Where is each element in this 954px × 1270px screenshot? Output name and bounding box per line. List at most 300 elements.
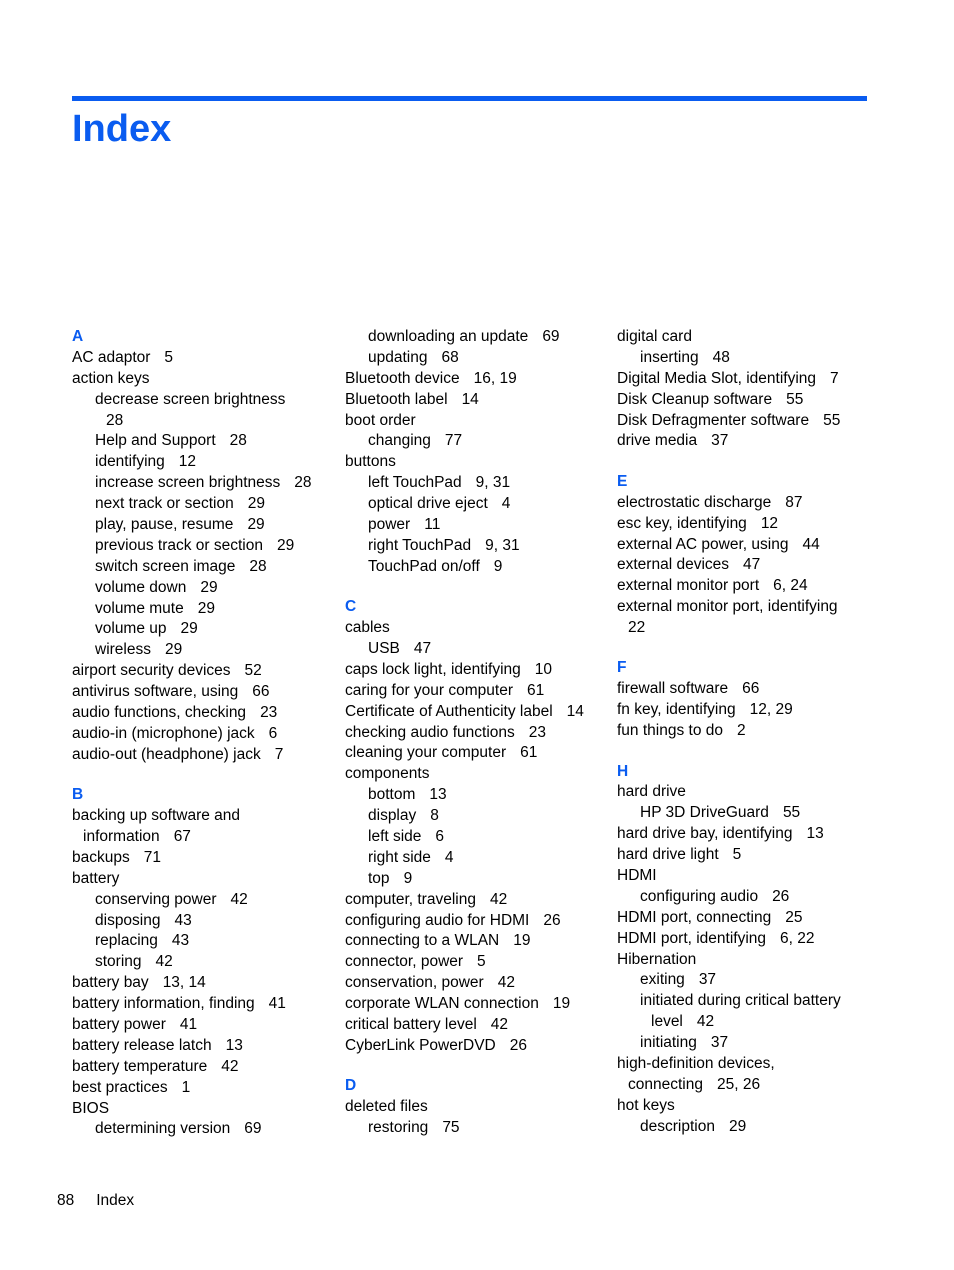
entry-page-ref: 12, 29 [749,701,793,719]
index-entry [345,681,610,702]
entry-page-ref: 61 [520,744,538,762]
index-entry [345,1036,610,1057]
entry-page-ref: 5 [164,348,174,366]
index-entry [345,723,610,744]
section-letter: D [345,1077,357,1095]
section-letter: H [617,762,629,780]
index-entry [345,1097,610,1118]
index-entry [72,557,337,578]
index-entry [617,1096,882,1117]
index-entry [345,452,610,473]
entry-term: backups [72,848,130,866]
entry-page-ref: 66 [742,680,760,698]
entry-term: HDMI port, identifying [617,929,767,947]
entry-page-ref: 43 [174,911,192,929]
index-entry [617,348,882,369]
entry-term: initiating [640,1034,697,1052]
index-entry [617,535,882,556]
entry-page-ref: 44 [802,535,820,553]
section-spacer [617,639,882,659]
entry-term: electrostatic discharge [617,493,772,511]
entry-page-ref: 9, 31 [475,474,511,492]
entry-page-ref: 42 [221,1057,239,1075]
entry-term: power [368,516,411,534]
entry-page-ref: 55 [823,411,841,429]
index-entry [345,1118,610,1139]
entry-term: BIOS [72,1099,110,1117]
index-entry [617,679,882,700]
entry-term: external devices [617,556,730,574]
entry-term: hard drive light [617,846,719,864]
entry-term: antivirus software, using [72,683,239,701]
entry-term: right side [368,848,431,866]
entry-term: hard drive [617,783,686,801]
entry-page-ref: 26 [543,911,561,929]
index-entry [72,911,337,932]
index-entry [72,1057,337,1078]
page-title: Index [72,108,172,150]
index-entry [617,824,882,845]
entry-page-ref: 26 [509,1036,527,1054]
index-entry [72,1078,337,1099]
entry-page-ref: 13, 14 [162,974,206,992]
index-entry [345,431,610,452]
entry-term: hard drive bay, identifying [617,825,793,843]
entry-term: computer, traveling [345,890,476,908]
entry-term: Disk Defragmenter software [617,411,810,429]
entry-page-ref: 29 [197,599,215,617]
entry-page-ref: 14 [461,390,479,408]
index-entry [72,973,337,994]
index-entry [72,661,337,682]
index-entry [72,1015,337,1036]
entry-term: firewall software [617,680,729,698]
index-entry [617,991,882,1012]
entry-term: external AC power, using [617,535,789,553]
entry-term: digital card [617,328,692,345]
index-entry [617,1012,882,1033]
index-entry [72,411,337,432]
section-letter: B [72,786,84,804]
entry-term: HDMI [617,866,657,884]
index-entry [345,994,610,1015]
index-entry [72,827,337,848]
entry-term: USB [368,639,400,657]
entry-term: left side [368,827,422,845]
entry-term: HDMI port, connecting [617,908,772,926]
index-entry [345,973,610,994]
index-entry [72,931,337,952]
index-entry [72,599,337,620]
entry-page-ref: 23 [260,704,278,722]
entry-page-ref: 22 [628,619,646,637]
entry-term: connecting to a WLAN [345,932,500,950]
entry-term: caring for your computer [345,681,513,699]
index-entry [617,1033,882,1054]
index-entry [617,431,882,452]
entry-page-ref: 12 [178,453,197,471]
entry-page-ref: 6 [435,827,445,845]
entry-term: fun things to do [617,722,723,740]
entry-term: Disk Cleanup software [617,390,773,408]
entry-term: conservation, power [345,974,484,992]
entry-page-ref: 52 [244,662,262,680]
entry-page-ref: 41 [179,1016,198,1033]
index-entry [72,452,337,473]
entry-page-ref: 71 [143,848,161,866]
index-entry [345,536,610,557]
entry-term: right TouchPad [368,536,472,554]
entry-term: high-definition devices, [617,1055,775,1072]
index-entry [72,1119,337,1140]
entry-term: play, pause, resume [95,516,234,534]
index-entry [345,660,610,681]
entry-page-ref: 37 [698,971,717,989]
entry-term: display [368,807,417,825]
entry-page-ref: 67 [173,827,191,845]
entry-term: inserting [640,348,699,366]
index-entry [72,869,337,890]
index-entry [617,950,882,971]
entry-term: identifying [95,453,165,471]
index-entry [72,431,337,452]
index-entry [617,327,882,348]
entry-page-ref: 2 [737,722,746,740]
entry-term: volume up [95,620,167,638]
entry-term: action keys [72,369,150,387]
entry-page-ref: 29 [200,578,218,596]
entry-term: battery power [72,1016,166,1033]
entry-page-ref: 42 [490,1016,509,1033]
section-letter: A [72,328,84,345]
entry-term: battery temperature [72,1057,208,1075]
index-entry [345,764,610,785]
index-entry [345,515,610,536]
index-entry [72,703,337,724]
index-entry [345,639,610,660]
entry-term: information [83,827,160,845]
index-entry [345,702,610,723]
section-letter: E [617,472,628,490]
index-entry [345,890,610,911]
entry-term: replacing [95,932,158,950]
entry-page-ref: 28 [294,474,312,492]
entry-page-ref: 4 [501,495,511,513]
entry-page-ref: 29 [728,1117,747,1135]
entry-term: updating [368,348,428,366]
entry-page-ref: 55 [782,804,801,822]
index-entry [72,390,337,411]
index-entry [345,931,610,952]
index-entry [617,803,882,824]
index-entry [617,721,882,742]
index-entry [345,369,610,390]
index-entry [72,1036,337,1057]
entry-term: storing [95,953,142,971]
entry-page-ref: 29 [247,495,265,513]
entry-term: critical battery level [345,1016,477,1033]
entry-term: Bluetooth label [345,390,448,408]
entry-page-ref: 19 [552,995,571,1013]
entry-page-ref: 13 [225,1036,243,1054]
entry-page-ref: 47 [413,639,432,657]
index-entry [345,411,610,432]
entry-page-ref: 9, 31 [485,536,520,554]
section-spacer [617,452,882,472]
index-entry [617,1117,882,1138]
entry-term: external monitor port, identifying [617,598,838,616]
index-entry [617,576,882,597]
index-entry [72,494,337,515]
index-entry [72,348,337,369]
index-entry [345,494,610,515]
entry-page-ref: 16, 19 [473,369,517,387]
index-entry [617,908,882,929]
entry-term: next track or section [95,495,234,513]
entry-page-ref: 42 [497,974,515,992]
entry-term: top [368,869,390,887]
entry-page-ref: 41 [268,995,286,1013]
entry-term: restoring [368,1119,429,1137]
index-entry [345,848,610,869]
entry-term: cleaning your computer [345,744,507,762]
index-entry [345,952,610,973]
entry-page-ref: 29 [164,641,183,659]
entry-page-ref: 10 [534,660,553,678]
entry-term: configuring audio [640,887,759,905]
entry-page-ref: 4 [444,848,454,866]
entry-page-ref: 6, 24 [773,577,808,595]
entry-term: previous track or section [95,536,263,554]
entry-page-ref: 66 [252,683,270,701]
entry-term: connector, power [345,953,464,971]
entry-term: AC adaptor [72,348,151,366]
entry-term: Help and Support [95,432,216,450]
entry-term: Certificate of Authenticity label [345,702,553,720]
index-entry [345,557,610,578]
entry-page-ref: 5 [477,953,486,971]
index-entry [617,1075,882,1096]
index-entry [72,536,337,557]
entry-term: level [651,1013,683,1031]
entry-term: battery information, finding [72,995,255,1013]
index-entry [72,848,337,869]
index-entry [72,745,337,766]
footer-page-number: 88 [57,1192,75,1209]
entry-term: cables [345,619,390,637]
index-entry [345,743,610,764]
entry-page-ref: 68 [441,348,459,366]
entry-term: battery release latch [72,1036,212,1054]
entry-page-ref: 42 [489,890,508,908]
entry-term: wireless [95,641,151,659]
entry-page-ref: 69 [542,328,560,345]
entry-page-ref: 13 [429,786,447,804]
index-entry [345,806,610,827]
entry-term: battery bay [72,974,149,992]
entry-page-ref: 55 [786,390,804,408]
entry-term: Digital Media Slot, identifying [617,369,817,387]
index-entry [617,618,882,639]
entry-term: CyberLink PowerDVD [345,1036,496,1054]
entry-page-ref: 7 [830,369,839,387]
entry-term: switch screen image [95,557,236,575]
index-entry [617,597,882,618]
entry-term: drive media [617,432,698,450]
entry-term: exiting [640,971,685,989]
entry-term: Bluetooth device [345,369,460,387]
entry-term: optical drive eject [368,495,488,513]
index-entry [617,1054,882,1075]
entry-term: caps lock light, identifying [345,660,521,678]
index-entry [72,994,337,1015]
index-entry [72,515,337,536]
index-entry [617,411,882,432]
index-entry [617,555,882,576]
entry-term: fn key, identifying [617,701,736,719]
entry-page-ref: 14 [566,702,584,720]
index-entry [617,929,882,950]
index-entry [72,890,337,911]
entry-term: buttons [345,453,396,471]
index-entry [345,869,610,890]
entry-page-ref: 42 [230,890,248,908]
index-entry [72,369,337,390]
section-spacer [72,766,337,786]
index-entry [72,619,337,640]
entry-term: best practices [72,1078,168,1096]
index-entry [345,911,610,932]
entry-term: HP 3D DriveGuard [640,804,769,822]
index-column-2 [345,327,610,1139]
entry-page-ref: 28 [249,557,267,575]
entry-page-ref: 8 [430,807,439,825]
entry-term: left TouchPad [368,474,462,492]
entry-term: components [345,765,430,783]
section-spacer [345,578,610,598]
entry-page-ref: 29 [247,516,265,534]
index-entry [72,473,337,494]
entry-page-ref: 9 [493,557,503,575]
entry-page-ref: 13 [806,825,824,843]
entry-page-ref: 26 [772,887,790,905]
index-entry [72,806,337,827]
section-spacer [617,742,882,762]
entry-term: airport security devices [72,662,231,680]
index-column-1 [72,327,337,1140]
entry-page-ref: 25, 26 [716,1075,761,1093]
page-footer [57,1191,134,1211]
entry-term: esc key, identifying [617,514,747,532]
entry-page-ref: 6 [268,724,278,742]
entry-term: battery [72,869,120,887]
entry-page-ref: 47 [743,556,761,574]
entry-page-ref: 29 [180,620,198,638]
entry-term: audio functions, checking [72,704,247,722]
entry-term: boot order [345,411,416,429]
entry-term: audio-in (microphone) jack [72,724,255,742]
index-entry [617,514,882,535]
section-letter: F [617,659,627,677]
entry-page-ref: 6, 22 [780,929,815,947]
entry-term: TouchPad on/off [368,557,480,575]
entry-page-ref: 1 [181,1078,191,1096]
entry-term: downloading an update [368,328,529,345]
index-entry [345,327,610,348]
entry-term: initiated during critical battery [640,992,841,1010]
entry-page-ref: 12 [760,514,779,532]
section-spacer [345,1057,610,1077]
entry-term: description [640,1117,715,1135]
index-entry [617,782,882,803]
entry-term: decrease screen brightness [95,390,286,408]
entry-page-ref: 37 [711,432,729,450]
entry-page-ref: 9 [403,869,413,887]
entry-term: hot keys [617,1096,675,1114]
footer-label: Index [96,1192,135,1209]
entry-term: determining version [95,1120,231,1138]
entry-page-ref: 42 [696,1013,715,1031]
entry-page-ref: 28 [229,432,247,450]
entry-page-ref: 11 [424,516,441,534]
entry-page-ref: 43 [171,932,190,950]
entry-term: volume down [95,578,187,596]
entry-page-ref: 48 [712,348,730,366]
index-entry [72,952,337,973]
entry-term: deleted files [345,1098,428,1116]
index-entry [72,578,337,599]
index-entry [617,369,882,390]
index-entry [345,473,610,494]
entry-term: configuring audio for HDMI [345,911,530,929]
entry-page-ref: 7 [274,745,284,763]
entry-term: audio-out (headphone) jack [72,745,261,763]
entry-term: changing [368,432,431,450]
entry-page-ref: 69 [244,1120,262,1138]
index-entry [617,700,882,721]
index-entry [72,682,337,703]
index-entry [72,640,337,661]
entry-term: Hibernation [617,950,697,968]
index-entry [72,1099,337,1120]
index-column-3 [617,327,882,1138]
entry-term: volume mute [95,599,184,617]
entry-page-ref: 29 [277,536,295,554]
index-entry [72,724,337,745]
entry-page-ref: 37 [710,1034,729,1052]
entry-term: conserving power [95,890,217,908]
entry-term: bottom [368,786,416,804]
entry-term: connecting [628,1075,703,1093]
index-entry [345,827,610,848]
entry-term: backing up software and [72,807,241,825]
entry-page-ref: 42 [155,953,173,971]
entry-term: checking audio functions [345,723,515,741]
index-entry [345,390,610,411]
index-entry [345,618,610,639]
index-entry [617,493,882,514]
index-entry [345,785,610,806]
entry-page-ref: 25 [785,908,803,926]
entry-page-ref: 61 [527,681,545,699]
entry-page-ref: 87 [785,493,803,511]
entry-page-ref: 23 [528,723,547,741]
index-entry [617,390,882,411]
entry-page-ref: 28 [106,411,124,429]
entry-page-ref: 77 [444,432,463,450]
entry-page-ref: 5 [732,846,742,864]
header-rule [72,96,867,101]
